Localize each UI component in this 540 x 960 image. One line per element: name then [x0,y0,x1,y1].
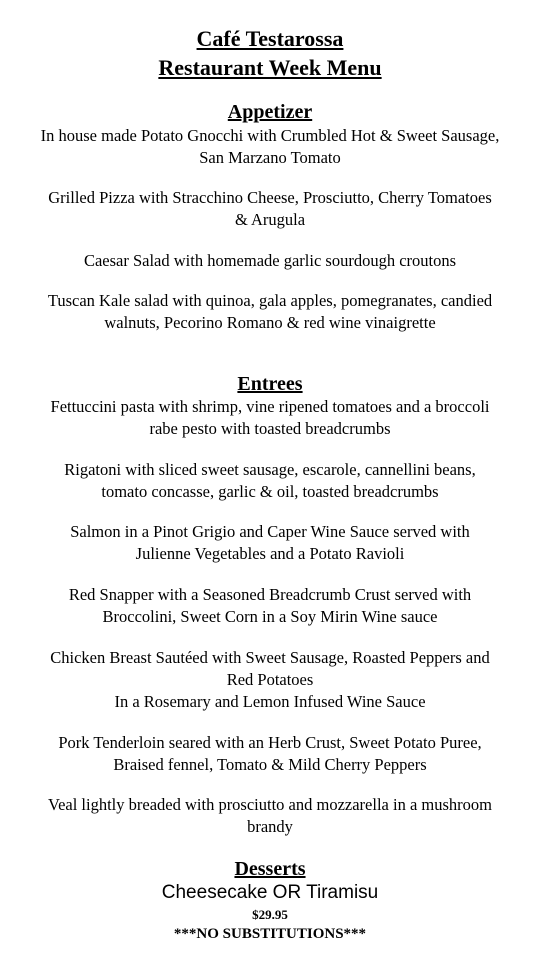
entree-item-line: Braised fennel, Tomato & Mild Cherry Peppers [113,755,427,774]
entree-item-line: Chicken Breast Sautéed with Sweet Sausage, Roasted Peppers and [50,648,490,667]
appetizer-heading: Appetizer [227,101,313,123]
menu-price: $29.95 [252,907,288,922]
entree-item-line: tomato concasse, garlic & oil, toasted breadcrumbs [101,482,439,501]
entree-item-line: Julienne Vegetables and a Potato Ravioli [135,544,405,563]
entree-item [10,732,530,776]
appetizer-item [10,125,530,169]
entree-item [10,521,530,565]
entree-item-line: Pork Tenderloin seared with an Herb Crust, Sweet Potato Puree, [58,733,482,752]
entree-item-line: Salmon in a Pinot Grigio and Caper Wine Sauce served with [70,522,470,541]
appetizer-item [10,187,530,231]
entree-item [10,396,530,440]
entree-item-line: rabe pesto with toasted breadcrumbs [149,419,391,438]
entree-item [10,584,530,628]
restaurant-name: Café Testarossa [196,26,344,51]
entree-item-line: In a Rosemary and Lemon Infused Wine Sauce [114,692,426,711]
dessert-items: Cheesecake OR Tiramisu [161,882,379,903]
entree-item-line: Veal lightly breaded with prosciutto and mozzarella in a mushroom [47,795,492,814]
entree-item-line: Red Potatoes [226,670,314,689]
menu-name: Restaurant Week Menu [158,55,382,80]
appetizer-item [10,290,530,334]
appetizer-item-line: & Arugula [234,210,306,229]
entree-item-line: brandy [247,817,293,836]
appetizer-item-line: Grilled Pizza with Stracchino Cheese, Prosciutto, Cherry Tomatoes [48,188,492,207]
entree-item-line: Broccolini, Sweet Corn in a Soy Mirin Wine sauce [102,607,438,626]
appetizer-item-line: Tuscan Kale salad with quinoa, gala apples, pomegranates, candied [47,291,493,310]
entree-item [10,459,530,503]
desserts-heading: Desserts [234,858,306,880]
appetizer-item-line: San Marzano Tomato [199,148,341,167]
menu-title [0,24,540,82]
appetizer-item-line: walnuts, Pecorino Romano & red wine vinaigrette [104,313,436,332]
entrees-heading: Entrees [237,373,303,395]
entree-item [10,794,530,838]
appetizer-item-line: Caesar Salad with homemade garlic sourdough croutons [83,251,457,270]
entree-item-line: Fettuccini pasta with shrimp, vine ripened tomatoes and a broccoli [50,397,490,416]
appetizer-item [10,250,530,272]
entree-item [10,647,530,713]
entree-item-line: Rigatoni with sliced sweet sausage, escarole, cannellini beans, [64,460,476,479]
entree-item-line: Red Snapper with a Seasoned Breadcrumb Crust served with [68,585,472,604]
no-substitutions-note: ***NO SUBSTITUTIONS*** [173,926,367,942]
appetizer-item-line: In house made Potato Gnocchi with Crumbled Hot & Sweet Sausage, [40,126,500,145]
